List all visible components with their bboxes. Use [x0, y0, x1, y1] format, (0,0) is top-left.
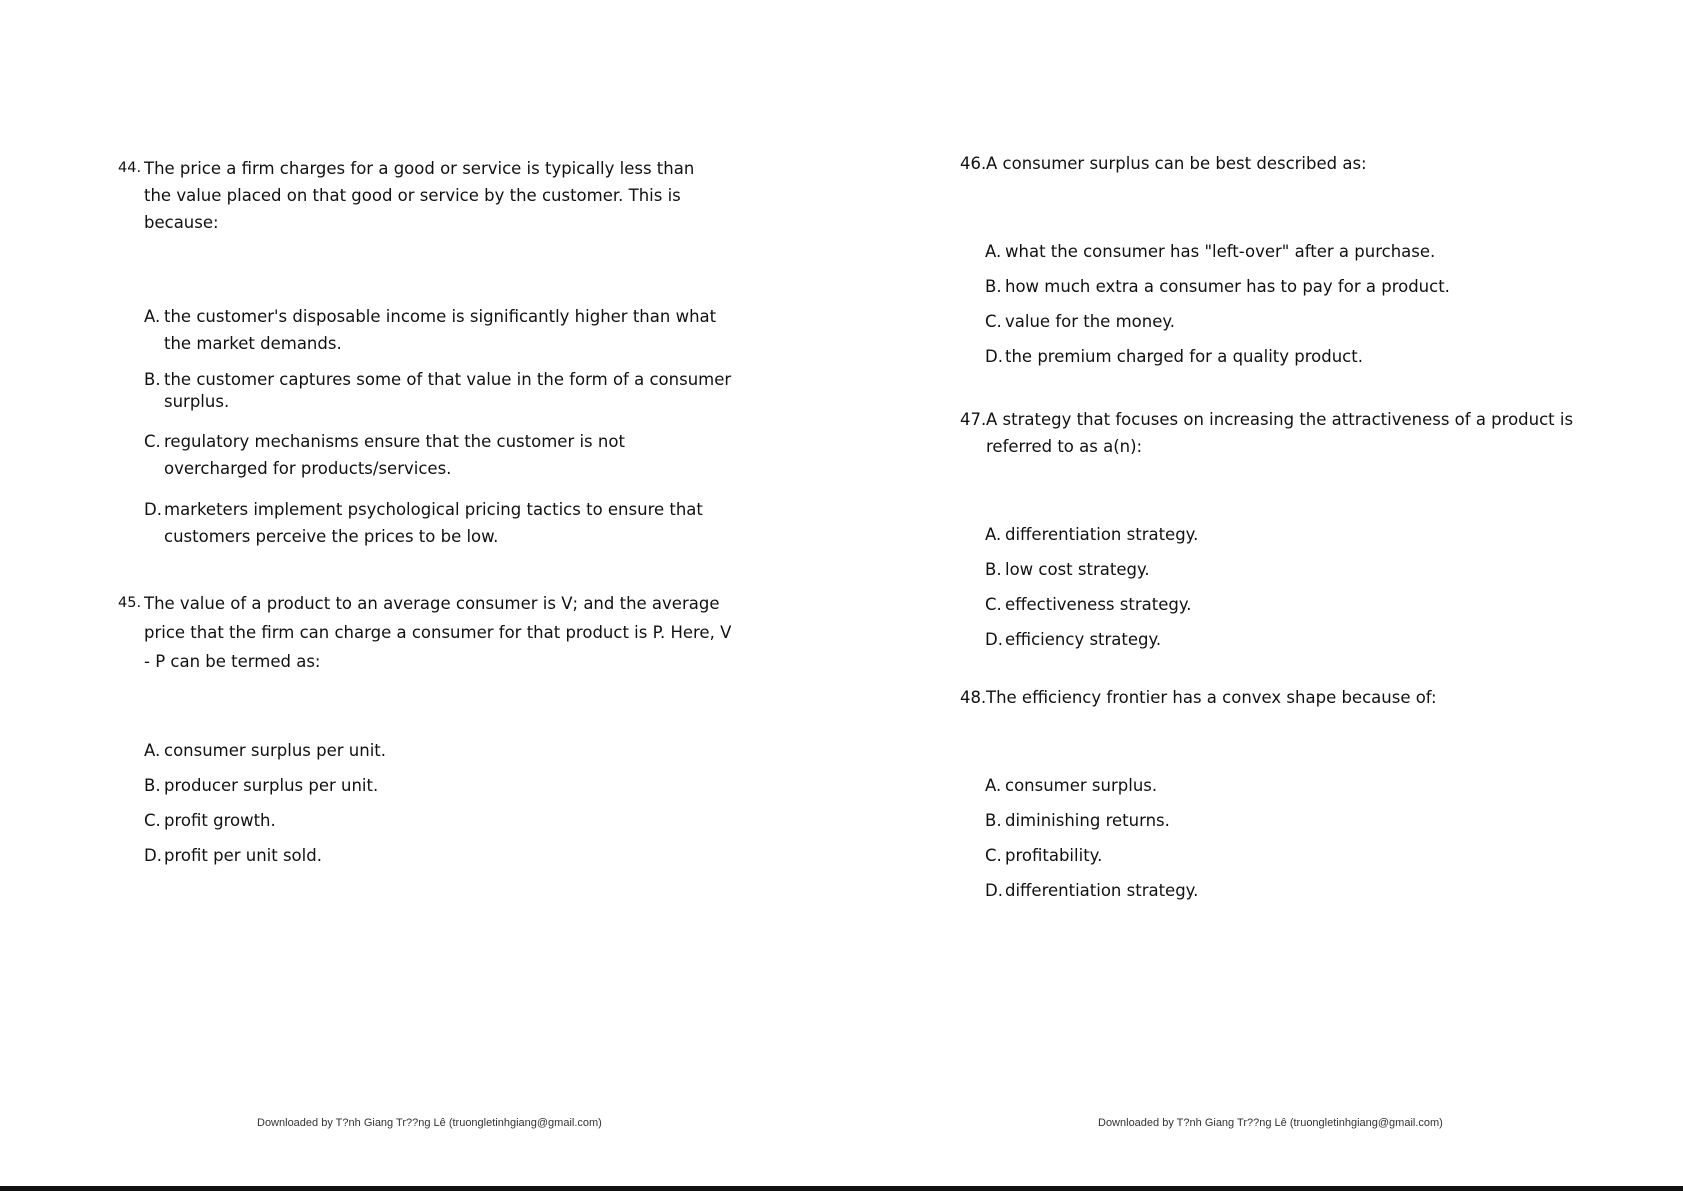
- option-letter: B.: [985, 277, 1002, 296]
- question-46: [960, 150, 1620, 177]
- option-text: profit growth.: [164, 811, 276, 830]
- option-letter: C.: [985, 846, 1002, 865]
- option-47-a: [985, 521, 1645, 548]
- question-number: 48.: [960, 688, 987, 707]
- option-letter: C.: [144, 811, 161, 830]
- option-text: profitability.: [1005, 846, 1103, 865]
- option-text: differentiation strategy.: [1005, 525, 1199, 544]
- option-letter: A.: [985, 242, 1002, 261]
- option-letter: D.: [985, 347, 1003, 366]
- option-text: producer surplus per unit.: [164, 776, 379, 795]
- option-text: the customer's disposable income is significantly higher than what the market demands.: [164, 307, 717, 353]
- option-text: the customer captures some of that value in the form of a consumer surplus.: [164, 370, 732, 411]
- question-text: The value of a product to an average consumer is V; and the average price that the firm can charge a consumer for that product is P. Here, V - P can be termed as:: [144, 594, 732, 671]
- option-text: value for the money.: [1005, 312, 1176, 331]
- option-text: marketers implement psychological pricing tactics to ensure that customers perceive the prices to be low.: [164, 500, 703, 546]
- option-letter: D.: [985, 630, 1003, 649]
- option-48-c: [985, 842, 1645, 869]
- option-letter: C.: [985, 312, 1002, 331]
- question-text: The price a firm charges for a good or service is typically less than the value placed on that good or service by the customer. This is because:: [144, 159, 695, 232]
- option-text: the premium charged for a quality product.: [1005, 347, 1363, 366]
- option-text: how much extra a consumer has to pay for a product.: [1005, 277, 1450, 296]
- option-47-d: [985, 626, 1645, 653]
- question-text: A strategy that focuses on increasing the attractiveness of a product is referred to as a(n):: [986, 410, 1574, 456]
- option-48-d: [985, 877, 1645, 904]
- download-footer: Downloaded by T?nh Giang Tr??ng Lê (truongletinhgiang@gmail.com): [1098, 1117, 1443, 1129]
- question-47: [960, 406, 1640, 460]
- option-44-c: [144, 428, 664, 482]
- option-letter: B.: [985, 560, 1002, 579]
- option-text: consumer surplus.: [1005, 776, 1158, 795]
- option-45-b: [144, 772, 644, 799]
- option-letter: C.: [985, 595, 1002, 614]
- option-47-b: [985, 556, 1645, 583]
- option-45-a: [144, 737, 644, 764]
- option-text: differentiation strategy.: [1005, 881, 1199, 900]
- option-letter: B.: [985, 811, 1002, 830]
- option-letter: C.: [144, 432, 161, 451]
- option-46-b: [985, 273, 1645, 300]
- question-48: [960, 684, 1620, 711]
- question-text: The efficiency frontier has a convex shape because of:: [986, 688, 1437, 707]
- option-45-c: [144, 807, 644, 834]
- option-text: what the consumer has "left-over" after a purchase.: [1005, 242, 1436, 261]
- option-letter: D.: [144, 500, 162, 519]
- option-text: efficiency strategy.: [1005, 630, 1162, 649]
- option-letter: A.: [144, 307, 161, 326]
- option-text: effectiveness strategy.: [1005, 595, 1192, 614]
- option-letter: A.: [144, 741, 161, 760]
- option-letter: A.: [985, 525, 1002, 544]
- option-45-d: [144, 842, 644, 869]
- option-47-c: [985, 591, 1645, 618]
- option-letter: B.: [144, 776, 161, 795]
- question-number: 47.: [960, 410, 987, 429]
- question-number: 46.: [960, 154, 987, 173]
- option-letter: D.: [985, 881, 1003, 900]
- option-46-c: [985, 308, 1645, 335]
- option-46-d: [985, 343, 1645, 370]
- question-45: [118, 589, 738, 676]
- question-number: 44.: [118, 160, 142, 176]
- download-footer: Downloaded by T?nh Giang Tr??ng Lê (truongletinhgiang@gmail.com): [257, 1117, 602, 1129]
- option-text: regulatory mechanisms ensure that the customer is not overcharged for products/services.: [164, 432, 625, 478]
- option-44-b: [144, 369, 744, 413]
- option-44-a: [144, 303, 734, 357]
- question-text: A consumer surplus can be best described as:: [986, 154, 1367, 173]
- option-text: low cost strategy.: [1005, 560, 1150, 579]
- bottom-border: [0, 1186, 1683, 1191]
- option-letter: A.: [985, 776, 1002, 795]
- option-44-d: [144, 496, 724, 550]
- left-page: [0, 0, 841, 1186]
- option-text: consumer surplus per unit.: [164, 741, 386, 760]
- question-number: 45.: [118, 595, 142, 611]
- option-text: profit per unit sold.: [164, 846, 322, 865]
- right-page: [841, 0, 1683, 1186]
- question-44: [118, 155, 718, 236]
- option-48-b: [985, 807, 1645, 834]
- option-letter: D.: [144, 846, 162, 865]
- option-48-a: [985, 772, 1645, 799]
- option-46-a: [985, 238, 1645, 265]
- option-text: diminishing returns.: [1005, 811, 1170, 830]
- option-letter: B.: [144, 370, 161, 389]
